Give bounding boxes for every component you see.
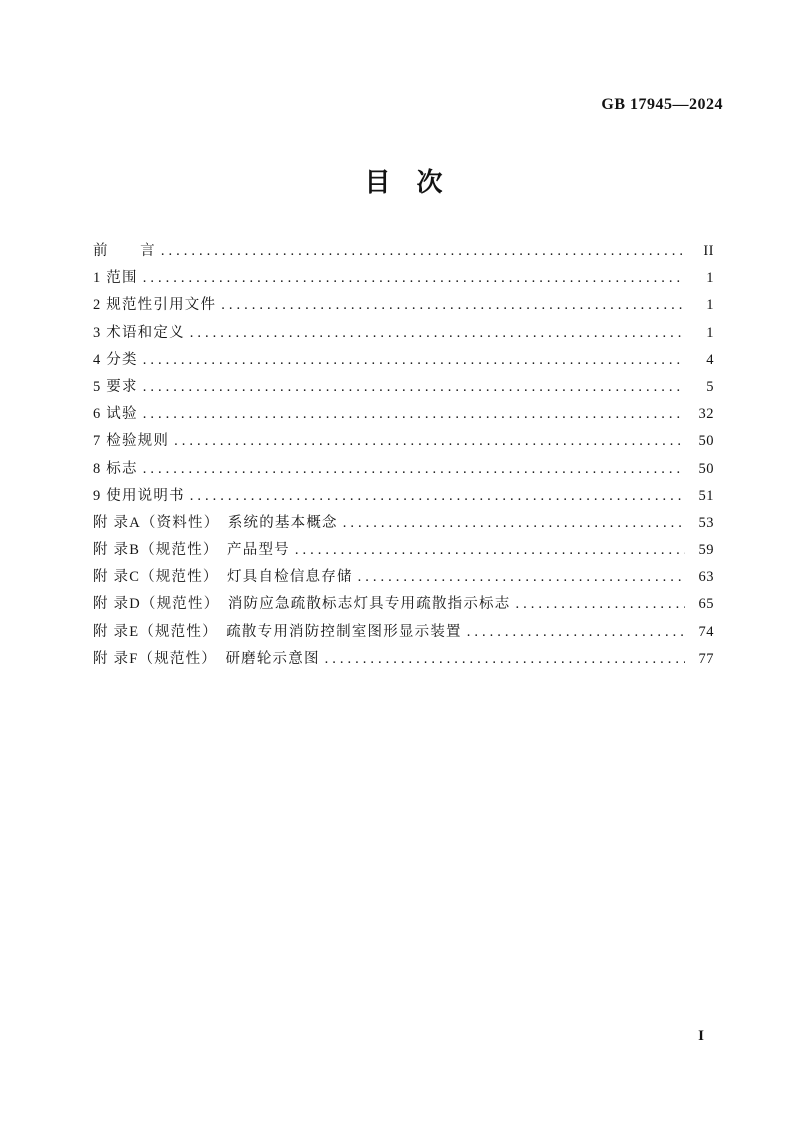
toc-leader-dots <box>190 483 685 510</box>
toc-leader-dots <box>161 238 685 265</box>
toc-leader-dots <box>358 564 685 591</box>
toc-entry-label: 2 规范性引用文件 <box>93 297 217 314</box>
toc-leader-dots <box>143 401 685 428</box>
toc-entry <box>93 238 714 265</box>
toc-entry-label: 附 录F（规范性） 研磨轮示意图 <box>93 650 320 667</box>
toc-entry <box>93 347 714 374</box>
toc-entry-page: 59 <box>698 542 714 559</box>
toc-entry-label: 6 试验 <box>93 406 138 423</box>
toc-entry-page: 1 <box>706 297 714 314</box>
toc-entry <box>93 510 714 537</box>
toc-entry-label: 4 分类 <box>93 351 138 368</box>
toc-entry-label: 5 要求 <box>93 378 138 395</box>
toc-leader-dots <box>143 347 685 374</box>
toc-entry-label: 附 录A（资料性） 系统的基本概念 <box>93 514 338 531</box>
toc-entry-label: 3 术语和定义 <box>93 324 185 341</box>
toc-entry-page: 4 <box>706 351 714 368</box>
toc-entry-label: 8 标志 <box>93 460 138 477</box>
toc-entry <box>93 646 714 673</box>
toc-leader-dots <box>143 374 685 401</box>
toc-entry <box>93 401 714 428</box>
toc-entry-label: 附 录C（规范性） 灯具自检信息存储 <box>93 569 353 586</box>
toc-entry-page: 77 <box>698 650 714 667</box>
toc-entry-label: 附 录E（规范性） 疏散专用消防控制室图形显示装置 <box>93 623 462 640</box>
toc-entry-page: 50 <box>698 433 714 450</box>
toc-entry-page: 1 <box>706 324 714 341</box>
toc-leader-dots <box>467 619 685 646</box>
toc-entry <box>93 619 714 646</box>
toc-entry-page: 63 <box>698 569 714 586</box>
toc-entry-label: 前 言 <box>93 243 156 259</box>
toc-entry-page: 65 <box>698 596 714 613</box>
toc-entry <box>93 564 714 591</box>
toc-entry <box>93 428 714 455</box>
toc-entry-page: 32 <box>698 406 714 423</box>
toc-entry-page: 1 <box>706 270 714 287</box>
standard-code-header: GB 17945—2024 <box>601 96 723 113</box>
toc-leader-dots <box>325 646 685 673</box>
toc-entry <box>93 537 714 564</box>
toc-leader-dots <box>143 265 685 292</box>
toc-entry <box>93 292 714 319</box>
toc-entry-page: 53 <box>698 514 714 531</box>
toc-page-title: 目 次 <box>364 168 443 197</box>
toc-entry-label: 7 检验规则 <box>93 433 170 450</box>
toc-leader-dots <box>295 537 685 564</box>
toc-entry <box>93 483 714 510</box>
page-number-footer: I <box>698 1028 704 1044</box>
toc-entry-label: 1 范围 <box>93 270 138 287</box>
toc-entry-page: II <box>703 243 714 259</box>
toc-entry <box>93 320 714 347</box>
toc-leader-dots <box>343 510 685 537</box>
toc-entry-label: 9 使用说明书 <box>93 487 185 504</box>
toc-entry <box>93 374 714 401</box>
toc-leader-dots <box>174 428 685 455</box>
toc-leader-dots <box>221 292 685 319</box>
toc-entry-page: 74 <box>698 623 714 640</box>
toc-entry-label: 附 录B（规范性） 产品型号 <box>93 542 290 559</box>
toc-leader-dots <box>143 456 685 483</box>
toc-entry-page: 51 <box>698 487 714 504</box>
toc-leader-dots <box>190 320 685 347</box>
toc-entry <box>93 265 714 292</box>
toc-entry <box>93 591 714 618</box>
toc-entry <box>93 456 714 483</box>
toc-leader-dots <box>515 591 685 618</box>
toc-list <box>93 238 714 673</box>
toc-entry-page: 50 <box>698 460 714 477</box>
toc-entry-page: 5 <box>706 378 714 395</box>
toc-entry-label: 附 录D（规范性） 消防应急疏散标志灯具专用疏散指示标志 <box>93 596 511 613</box>
